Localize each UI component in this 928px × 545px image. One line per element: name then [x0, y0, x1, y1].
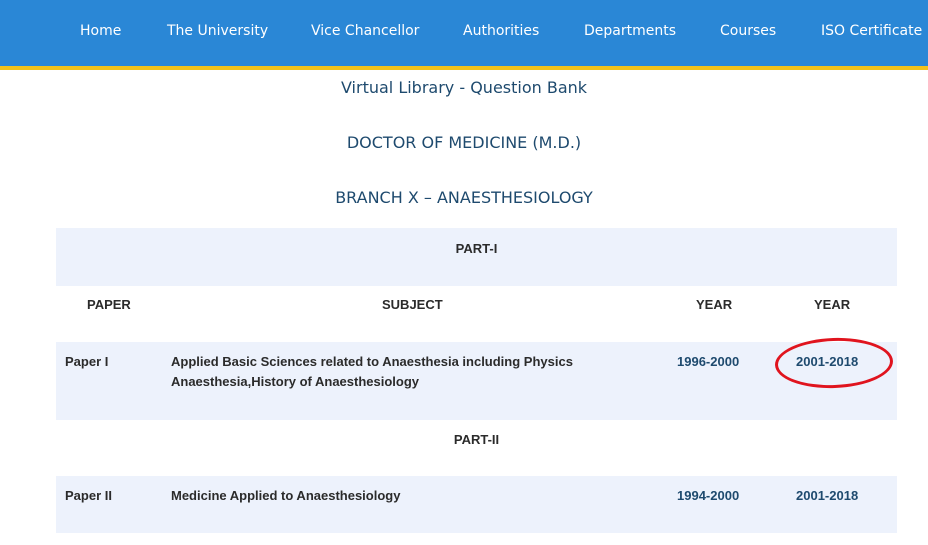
paper-1-subject-line2: Anaesthesia,History of Anaesthesiology — [171, 374, 420, 389]
question-bank-table — [56, 228, 897, 533]
paper-1-name: Paper I — [65, 354, 109, 369]
part1-label: PART-I — [455, 241, 498, 256]
nav-item-home[interactable]: Home — [80, 23, 122, 39]
paper-1-year-link-1[interactable]: 1996-2000 — [677, 354, 740, 369]
paper-2-name: Paper II — [65, 488, 112, 503]
top-navbar — [0, 0, 928, 70]
header-year-1: YEAR — [696, 297, 733, 312]
nav-item-departments[interactable]: Departments — [584, 23, 677, 39]
header-subject: SUBJECT — [382, 297, 443, 312]
nav-item-courses[interactable]: Courses — [720, 23, 777, 39]
part2-label: PART-II — [453, 432, 500, 447]
paper-2-year-link-1[interactable]: 1994-2000 — [677, 488, 740, 503]
nav-item-vice-chancellor[interactable]: Vice Chancellor — [311, 23, 420, 39]
header-paper: PAPER — [87, 297, 131, 312]
degree-heading: DOCTOR OF MEDICINE (M.D.) — [346, 133, 582, 152]
page-title: Virtual Library - Question Bank — [340, 78, 588, 97]
paper-1-subject-line1: Applied Basic Sciences related to Anaesthesia including Physics — [171, 354, 573, 369]
nav-item-authorities[interactable]: Authorities — [463, 23, 540, 39]
branch-heading: BRANCH X – ANAESTHESIOLOGY — [335, 188, 593, 207]
header-band — [56, 286, 897, 342]
part1-band — [56, 228, 897, 286]
nav-item-iso-certificate[interactable]: ISO Certificate — [821, 23, 923, 39]
part2-band — [56, 420, 897, 476]
paper-2-year-link-2[interactable]: 2001-2018 — [796, 488, 859, 503]
nav-item-the-university[interactable]: The University — [167, 23, 269, 39]
paper-1-year-link-2[interactable]: 2001-2018 — [796, 354, 859, 369]
paper-2-subject-line1: Medicine Applied to Anaesthesiology — [171, 488, 401, 503]
header-year-2: YEAR — [814, 297, 851, 312]
